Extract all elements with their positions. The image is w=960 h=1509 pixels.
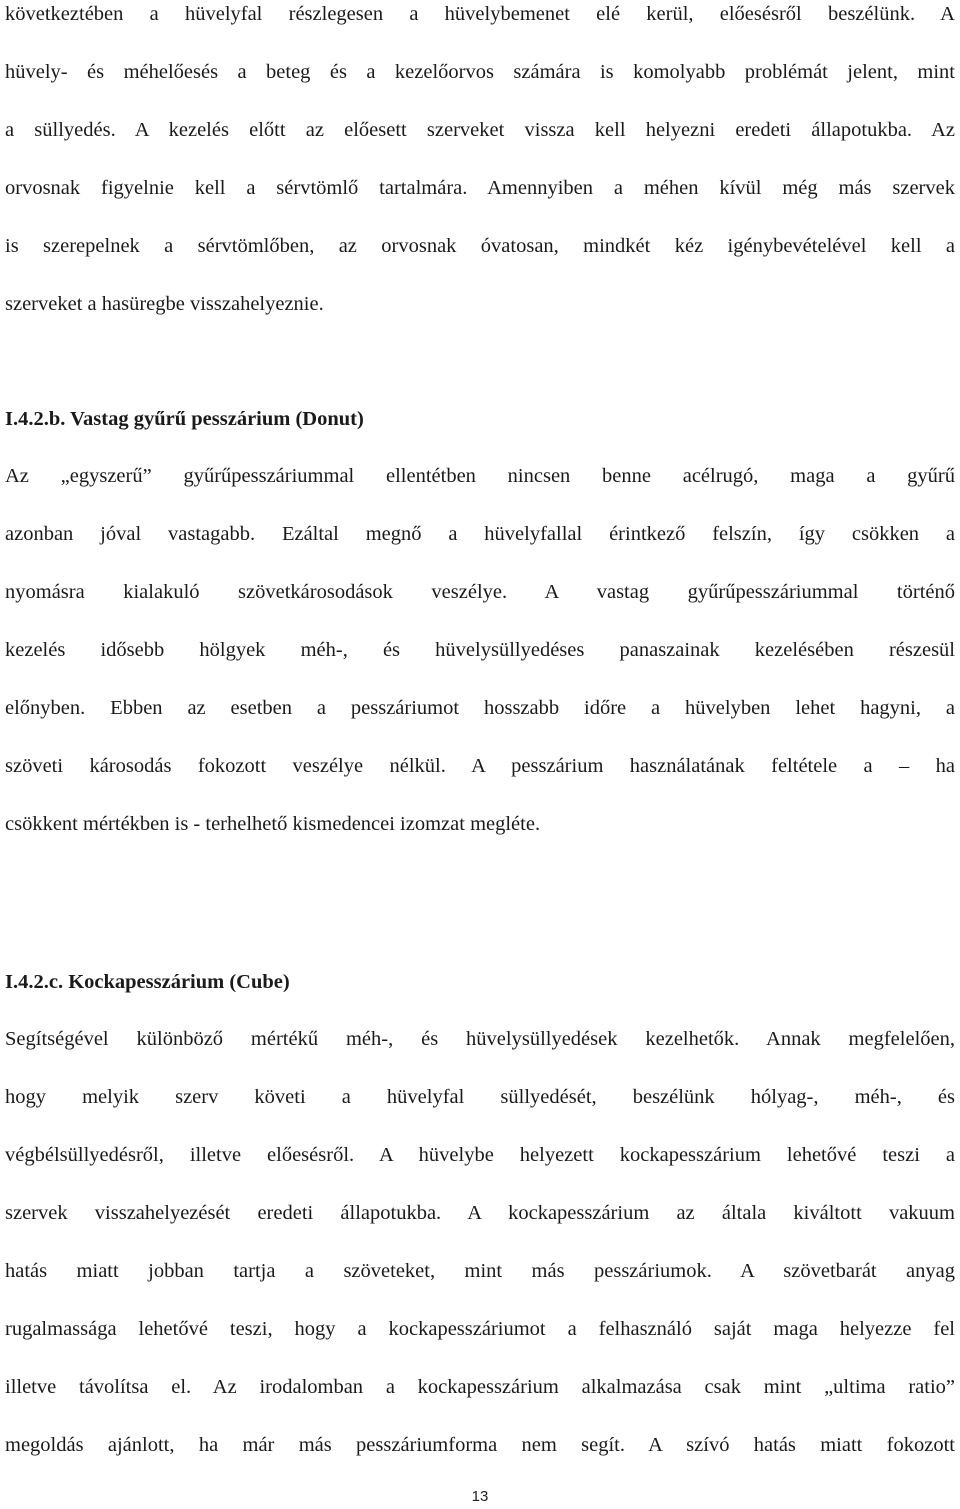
text-line: csökkent mértékben is - terhelhető kismedencei izomzat megléte. [5, 813, 541, 835]
text-line: orvosnak figyelnie kell a sérvtömlő tartalmára. Amennyiben a méhen kívül még más szervek [5, 177, 955, 199]
section-heading: I.4.2.b. Vastag gyűrű pesszárium (Donut) [5, 408, 364, 430]
text-line: rugalmassága lehetővé teszi, hogy a kockapesszáriumot a felhasználó saját maga helyezze fel [5, 1318, 955, 1340]
text-line: szervek visszahelyezését eredeti állapotukba. A kockapesszárium az általa kiváltott vakuum [5, 1202, 955, 1224]
text-line: kezelés idősebb hölgyek méh-, és hüvelysüllyedéses panaszainak kezelésében részesül [5, 639, 955, 661]
text-line: végbélsüllyedésről, illetve előesésről. A hüvelybe helyezett kockapesszárium lehetővé teszi a [5, 1144, 955, 1166]
page-number: 13 [471, 1488, 489, 1505]
text-line: megoldás ajánlott, ha már más pesszáriumforma nem segít. A szívó hatás miatt fokozott [5, 1434, 955, 1456]
text-line: is szerepelnek a sérvtömlőben, az orvosnak óvatosan, mindkét kéz igénybevételével kell a [5, 235, 955, 257]
text-line: azonban jóval vastagabb. Ezáltal megnő a hüvelyfallal érintkező felszín, így csökken a [5, 523, 955, 545]
text-line: a süllyedés. A kezelés előtt az előesett szerveket vissza kell helyezni eredeti állapotukba. Az [5, 119, 955, 141]
text-line: következtében a hüvelyfal részlegesen a hüvelybemenet elé kerül, előesésről beszélünk. A [5, 3, 955, 25]
text-line: illetve távolítsa el. Az irodalomban a kockapesszárium alkalmazása csak mint „ultima ratio” [5, 1376, 955, 1398]
text-line: Segítségével különböző mértékű méh-, és hüvelysüllyedések kezelhetők. Annak megfelelően, [5, 1028, 955, 1050]
text-line: hatás miatt jobban tartja a szöveteket, mint más pesszáriumok. A szövetbarát anyag [5, 1260, 955, 1282]
text-line: szerveket a hasüregbe visszahelyeznie. [5, 293, 324, 315]
text-line: hogy melyik szerv követi a hüvelyfal süllyedését, beszélünk hólyag-, méh-, és [5, 1086, 955, 1108]
text-line: nyomásra kialakuló szövetkárosodások veszélye. A vastag gyűrűpesszáriummal történő [5, 581, 955, 603]
section-heading: I.4.2.c. Kockapesszárium (Cube) [5, 971, 290, 993]
text-line: Az „egyszerű” gyűrűpesszáriummal ellentétben nincsen benne acélrugó, maga a gyűrű [5, 465, 955, 487]
text-line: előnyben. Ebben az esetben a pesszáriumot hosszabb időre a hüvelyben lehet hagyni, a [5, 697, 955, 719]
text-line: szöveti károsodás fokozott veszélye nélkül. A pesszárium használatának feltétele a – ha [5, 755, 955, 777]
text-line: hüvely- és méhelőesés a beteg és a kezelőorvos számára is komolyabb problémát jelent, mint [5, 61, 955, 83]
